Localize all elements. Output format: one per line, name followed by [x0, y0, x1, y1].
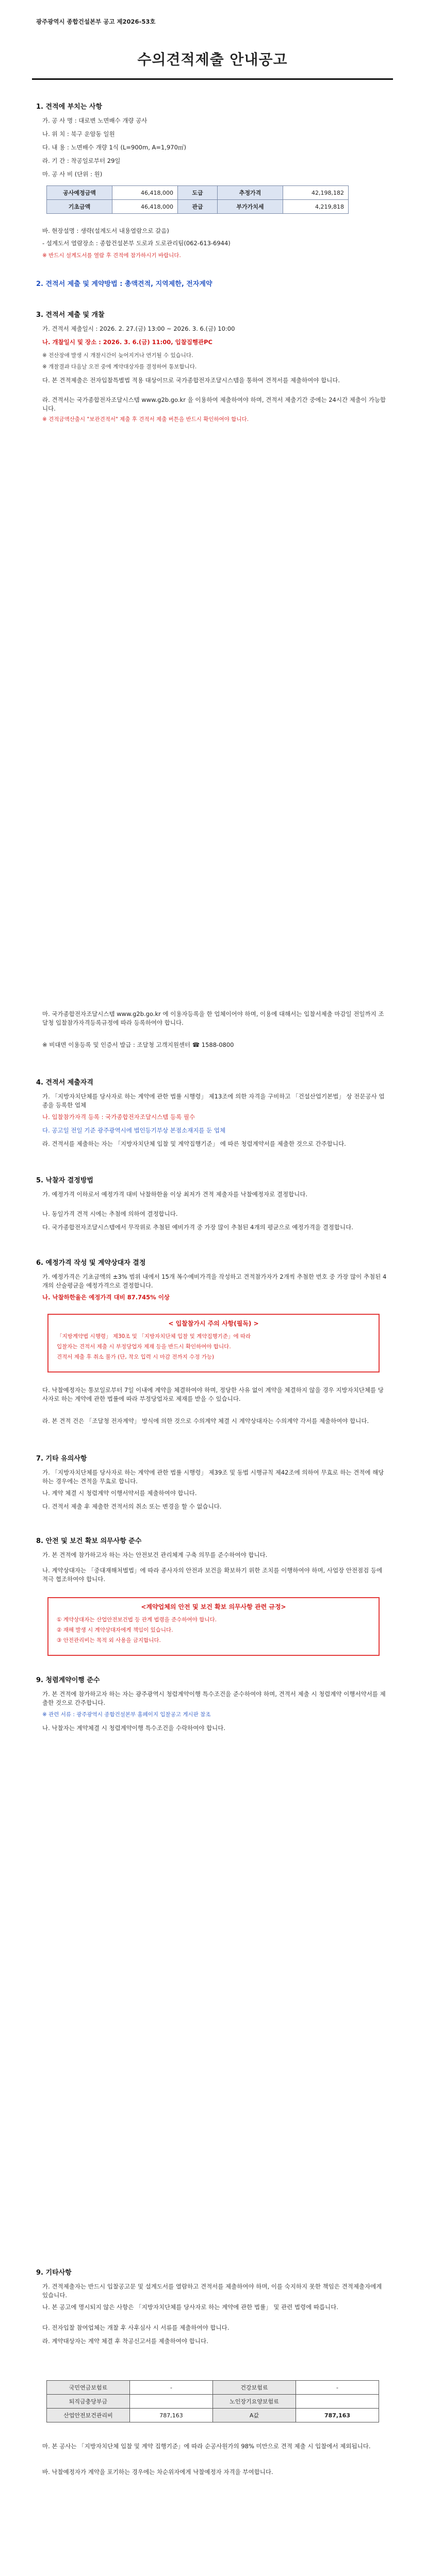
s11-line-2: ※ 관련 서류 : 광주광역시 종합건설본부 홈페이지 입찰공고 게시판 참조 [42, 1711, 211, 1718]
s6-line-2: 나. 동일가격 견적 시에는 추첨에 의하여 결정합니다. [42, 1210, 178, 1217]
ins-header-a: A값 [213, 2409, 296, 2422]
safety-box [47, 1597, 380, 1656]
s12-line-2: 나. 본 공고에 명시되지 않은 사항은 「지방자치단체를 당사자로 하는 계약에 관한 법률」 및 관련 법령에 따릅니다. [42, 2303, 338, 2311]
section-2-heading: 2. 견적서 제출 및 계약방법 : 총액견적, 지역제한, 전자계약 [36, 280, 212, 288]
caution-line-1: 「지방계약법 시행령」 제30조 및 「지방자치단체 입찰 및 계약집행기준」에 따라 [57, 1333, 251, 1340]
budget-header-estimate: 추정가격 [218, 186, 283, 200]
s1-line-3: 다. 내 용 : 노면배수 개량 1식 (L=900m, A=1,970㎡) [42, 144, 186, 151]
s3-line-5: 다. 본 견적제출은 전자입찰특별법 적용 대상이므로 국가종합전자조달시스템을 통하여 견적서를 제출하여야 합니다. [42, 377, 340, 384]
budget-value-estimate: 42,198,182 [283, 186, 349, 200]
safety-box-title: <계약업체의 안전 및 보건 확보 의무사항 관련 규정> [141, 1603, 286, 1611]
title-divider [32, 78, 393, 80]
s12-line-1: 가. 견적제출자는 반드시 입찰공고문 및 설계도서를 열람하고 견적서를 제출하여야 하며, 이를 숙지하지 못한 책임은 견적제출자에게 있습니다. [42, 2283, 382, 2299]
s9-line-3: 다. 견적서 제출 후 제출한 견적서의 취소 또는 변경을 할 수 없습니다. [42, 1503, 222, 1510]
insurance-table [46, 2380, 379, 2422]
ins-value-3 [130, 2395, 213, 2409]
s1-line-1: 가. 공 사 명 : 대로변 노면배수 개량 공사 [42, 117, 148, 124]
s11-line-3: 나. 낙찰자는 계약체결 시 청렴계약이행 특수조건을 수락하여야 합니다. [42, 1724, 226, 1732]
ins-value-4: 787,163 [130, 2409, 213, 2422]
s6-line-1: 가. 예정가격 이하로서 예정가격 대비 낙찰하한율 이상 최저가 견적 제출자를 낙찰예정자로 결정합니다. [42, 1191, 308, 1198]
section-6-heading: 6. 예정가격 작성 및 계약상대자 결정 [36, 1259, 146, 1267]
caution-line-3: 견적서 제출 후 취소 불가 (단, 착오 입력 시 마감 전까지 수정 가능) [57, 1354, 215, 1360]
s10-line-1: 가. 본 견적에 참가하고자 하는 자는 안전보건 관리체계 구축 의무를 준수하여야 합니다. [42, 1551, 268, 1558]
ins-header-2: 건강보험료 [213, 2381, 296, 2395]
ins-header-4: 산업안전보건관리비 [47, 2409, 130, 2422]
budget-table [46, 185, 349, 214]
s7-line-2: 나. 낙찰하한율은 예정가격 대비 87.745% 이상 [42, 1294, 170, 1301]
budget-value-1: 46,418,000 [112, 186, 178, 200]
page-title: 수의견적제출 안내공고 [137, 51, 288, 68]
s3-line-1: 가. 견적서 제출일시 : 2026. 2. 27.(금) 13:00 ~ 2026. 3. 6.(금) 10:00 [42, 325, 235, 332]
notice-number: 광주광역시 종합건설본부 공고 제2026-53호 [36, 18, 156, 25]
safety-line-3: ③ 안전관리비는 목적 외 사용을 금지합니다. [57, 1637, 161, 1643]
section-4-heading: 4. 견적서 제출자격 [36, 1079, 93, 1087]
s1-note-1: 바. 현장설명 : 생략(설계도서 내용열람으로 갈음) [42, 227, 169, 234]
ins-value-a: 787,163 [296, 2409, 379, 2422]
ins-header-elderly: 노인장기요양보험료 [213, 2395, 296, 2409]
ins-header-3: 퇴직금충당부금 [47, 2395, 130, 2409]
budget-header-4: 관급 [178, 200, 218, 214]
s1-note-2: - 설계도서 열람장소 : 종합건설본부 도로과 도로관리팀(062-613-6944) [42, 240, 231, 247]
safety-line-2: ② 재해 발생 시 계약상대자에게 책임이 있습니다. [57, 1627, 173, 1633]
s5-line-2: 나. 입찰참가자격 등록 : 국가종합전자조달시스템 등록 필수 [42, 1113, 195, 1121]
s8-para-2: 라. 본 견적 건은 「조달청 전자계약」 방식에 의한 것으로 수의계약 체결 시 계약상대자는 수의계약 각서를 제출하여야 합니다. [42, 1417, 369, 1425]
budget-header-vat: 부가가치세 [218, 200, 283, 214]
s13-line-2: 바. 낙찰예정자가 계약을 포기하는 경우에는 차순위자에게 낙찰예정자 자격을 부여합니다. [42, 2468, 273, 2476]
s10-line-2: 나. 계약상대자는 「중대재해처벌법」에 따라 종사자의 안전과 보건을 확보하기 위한 조치를 이행하여야 하며, 사업장 안전점검 등에 적극 협조하여야 합니다. [42, 1567, 383, 1583]
s5-line-4: 라. 견적서를 제출하는 자는 「지방자치단체 입찰 및 계약집행기준」 에 따른 청렴계약서를 제출한 것으로 간주합니다. [42, 1140, 346, 1147]
budget-value-vat: 4,219,818 [283, 200, 349, 214]
s4-para-2: ※ 비대면 이용등록 및 인증서 발급 : 조달청 고객지원센터 ☎ 1588-0800 [42, 1041, 234, 1048]
s4-para-1: 마. 국가종합전자조달시스템 www.g2b.go.kr 에 이용자등록을 한 업체이어야 하며, 이용에 대해서는 입찰서제출 마감일 전일까지 조달청 입찰참가자격등록규정에 따라 등록하여야 합니다. [42, 1010, 384, 1026]
s9-line-1: 가. 「지방자치단체를 당사자로 하는 계약에 관한 법률 시행령」 제39조 및 동법 시행규칙 제42조에 의하여 무효로 하는 견적에 해당하는 경우에는 견적을 무효로 합니다. [42, 1469, 384, 1485]
ins-header-1: 국민연금보험료 [47, 2381, 130, 2395]
section-3-heading: 3. 견적서 제출 및 개찰 [36, 311, 105, 319]
section-1-heading: 1. 견적에 부치는 사항 [36, 103, 103, 111]
s11-line-1: 가. 본 견적에 참가하고자 하는 자는 광주광역시 청렴계약이행 특수조건을 준수하여야 하며, 견적서 제출 시 청렴계약 이행서약서를 제출한 것으로 간주합니다. [42, 1690, 386, 1706]
s1-line-4: 라. 기 간 : 착공일로부터 29일 [42, 157, 121, 164]
s3-line-7: ※ 견적금액산출시 "보관견적서" 제출 후 견적서 제출 버튼을 반드시 확인하여야 합니다. [42, 416, 249, 422]
s3-line-6: 라. 견적서는 국가종합전자조달시스템 www.g2b.go.kr 을 이용하여 제출하여야 하며, 견적서 제출기간 중에는 24시간 제출이 가능합니다. [42, 396, 386, 412]
section-10-heading: 9. 기타사항 [36, 2269, 72, 2277]
section-8-heading: 8. 안전 및 보건 확보 의무사항 준수 [36, 1537, 142, 1545]
s3-line-4: ※ 개찰결과 다음날 오전 중에 계약대상자를 결정하여 통보합니다. [42, 364, 197, 370]
budget-header-2: 도급 [178, 186, 218, 200]
s5-line-3: 다. 공고일 전일 기준 광주광역시에 법인등기부상 본점소재지를 둔 업체 [42, 1127, 226, 1134]
budget-value-base: 46,418,000 [112, 200, 178, 214]
s9-line-2: 나. 계약 체결 시 청렴계약 이행서약서를 제출하여야 합니다. [42, 1489, 197, 1497]
caution-box-title: < 입찰참가시 주의 사항(필독) > [168, 1320, 259, 1327]
s8-para-1: 다. 낙찰예정자는 통보일로부터 7일 이내에 계약을 체결하여야 하며, 정당한 사유 없이 계약을 체결하지 않을 경우 지방자치단체를 당사자로 하는 계약에 관한 법률에 따라 부정당업자로 제재를 받을 수 있습니다. [42, 1386, 384, 1402]
s12-line-4: 라. 계약대상자는 계약 체결 후 착공신고서를 제출하여야 합니다. [42, 2337, 208, 2345]
s13-line-1: 마. 본 공사는 「지방자치단체 입찰 및 계약 집행기준」에 따라 순공사원가의 98% 미만으로 견적 제출 시 입찰에서 제외됩니다. [42, 2443, 371, 2450]
s1-note-3: ※ 반드시 설계도서를 열람 후 견적에 참가하시기 바랍니다. [42, 252, 181, 259]
caution-box [47, 1314, 380, 1372]
ins-value-elderly [296, 2395, 379, 2409]
safety-line-1: ① 계약상대자는 산업안전보건법 등 관계 법령을 준수하여야 합니다. [57, 1617, 217, 1623]
s6-line-3: 다. 국가종합전자조달시스템에서 무작위로 추첨된 예비가격 중 가장 많이 추첨된 4개의 평균으로 예정가격을 결정합니다. [42, 1224, 353, 1231]
s1-line-2: 나. 위 치 : 북구 운암동 일원 [42, 130, 115, 138]
caution-line-2: 입찰자는 견적서 제출 시 부정당업자 제재 등을 반드시 확인하여야 합니다. [57, 1344, 231, 1350]
s3-line-3: ※ 전산장애 발생 시 개찰시간이 늦어지거나 연기될 수 있습니다. [42, 352, 193, 359]
section-9-heading: 9. 청렴계약이행 준수 [36, 1676, 100, 1684]
s5-line-1: 가. 「지방자치단체를 당사자로 하는 계약에 관한 법률 시행령」 제13조에 의한 자격을 구비하고 「건설산업기본법」 상 전문공사 업종을 등록한 업체 [42, 1093, 385, 1109]
s3-line-2: 나. 개찰일시 및 장소 : 2026. 3. 6.(금) 11:00, 입찰집행관PC [42, 338, 212, 346]
ins-value-2: - [296, 2381, 379, 2395]
budget-header-1: 공사예정금액 [47, 186, 112, 200]
budget-header-3: 기초금액 [47, 200, 112, 214]
ins-value-1: - [130, 2381, 213, 2395]
section-5-heading: 5. 낙찰자 결정방법 [36, 1177, 93, 1184]
section-7-heading: 7. 기타 유의사항 [36, 1455, 87, 1463]
s7-line-1: 가. 예정가격은 기초금액의 ±3% 범위 내에서 15개 복수예비가격을 작성하고 견적참가자가 2개씩 추첨한 번호 중 가장 많이 추첨된 4개의 산술평균을 예정가격으로 결정합니다. [42, 1273, 387, 1289]
s1-line-5: 마. 공 사 비 (단위 : 원) [42, 171, 103, 178]
s12-line-3: 다. 전자입찰 참여업체는 개찰 후 사후심사 시 서류를 제출하여야 합니다. [42, 2324, 230, 2331]
